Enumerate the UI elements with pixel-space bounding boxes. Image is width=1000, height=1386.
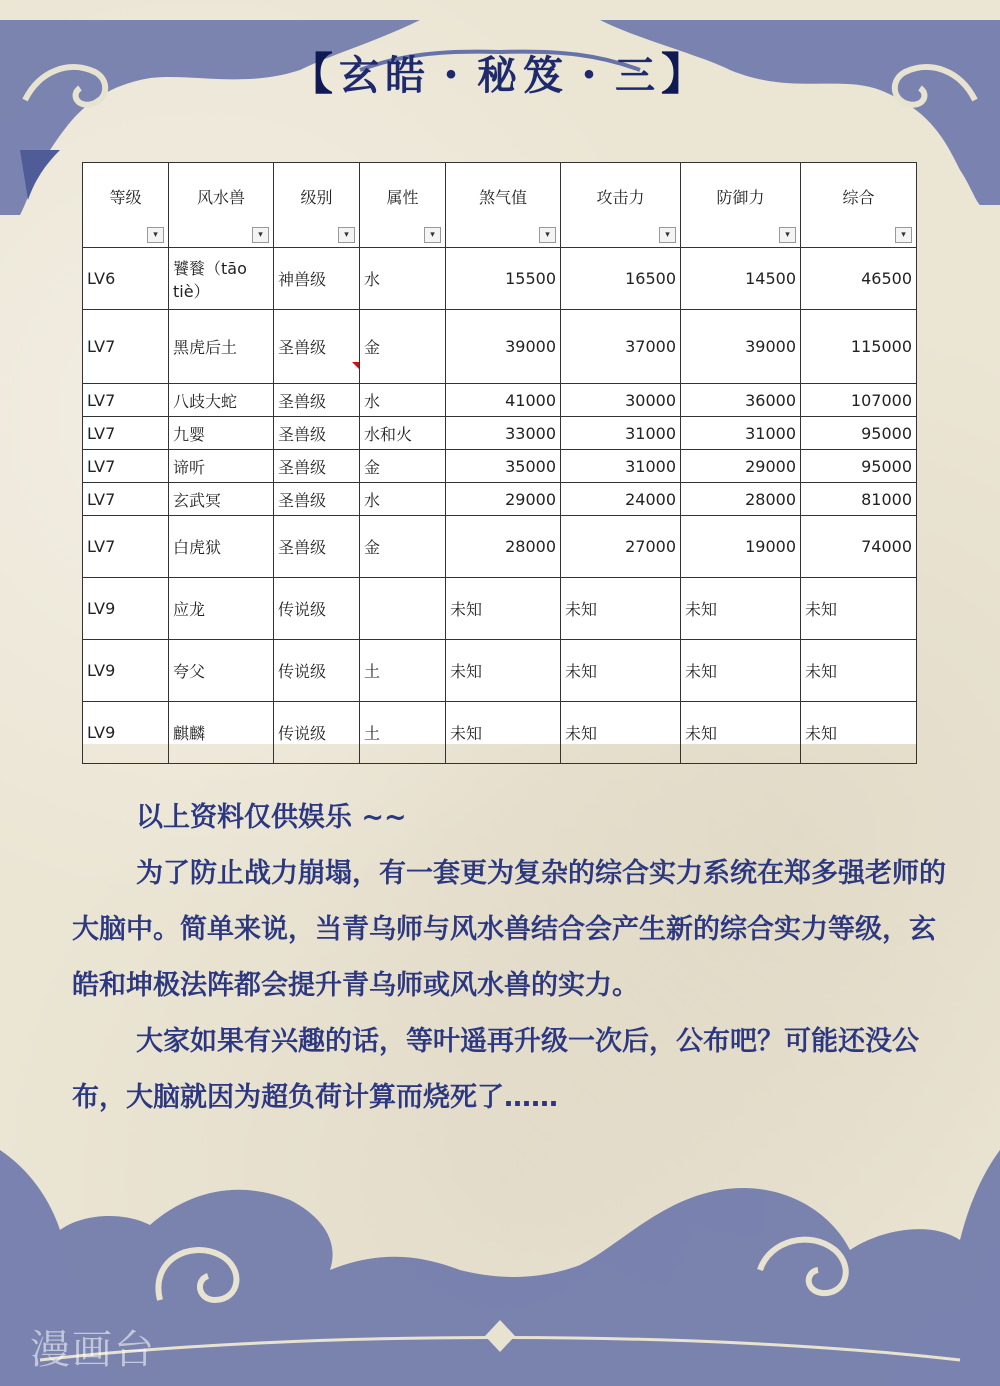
table-cell: LV7	[83, 384, 169, 417]
table-cell	[360, 578, 446, 640]
table-cell: 未知	[801, 578, 917, 640]
table-cell: 31000	[561, 417, 681, 450]
column-header-label: 属性	[386, 188, 419, 207]
stats-table	[82, 162, 917, 764]
column-header-label: 防御力	[716, 188, 765, 207]
table-cell: 玄武冥	[169, 483, 274, 516]
column-header	[801, 163, 917, 248]
table-cell: 115000	[801, 310, 917, 384]
table-cell: LV7	[83, 516, 169, 578]
table-cell: 16500	[561, 248, 681, 310]
filter-dropdown-icon[interactable]: ▾	[338, 227, 355, 243]
column-header	[681, 163, 801, 248]
column-header	[83, 163, 169, 248]
table-cell: 水	[360, 384, 446, 417]
filter-dropdown-icon[interactable]: ▾	[147, 227, 164, 243]
table-cell: 圣兽级	[274, 417, 360, 450]
column-header	[274, 163, 360, 248]
table-row	[83, 483, 917, 516]
column-header-label: 综合	[842, 188, 875, 207]
table-cell: 黑虎后土	[169, 310, 274, 384]
table-cell: 31000	[681, 417, 801, 450]
column-header-label: 煞气值	[478, 188, 527, 207]
table-cell: 未知	[801, 640, 917, 702]
column-header-label: 级别	[300, 188, 333, 207]
table-cell: 圣兽级	[274, 450, 360, 483]
table-cell: 35000	[446, 450, 561, 483]
table-cell: 74000	[801, 516, 917, 578]
column-header	[360, 163, 446, 248]
column-header	[446, 163, 561, 248]
table-cell: 圣兽级	[274, 384, 360, 417]
notes-paragraph-2: 为了防止战力崩塌，有一套更为复杂的综合实力系统在郑多强老师的大脑中。简单来说，当青乌师与风水兽结合会产生新的综合实力等级，玄皓和坤极法阵都会提升青乌师或风水兽的实力。	[72, 858, 946, 1001]
table-cell: 神兽级	[274, 248, 360, 310]
table-cell: 水	[360, 248, 446, 310]
table-row	[83, 640, 917, 702]
filter-dropdown-icon[interactable]: ▾	[779, 227, 796, 243]
table-cell: 传说级	[274, 578, 360, 640]
table-cell: 未知	[801, 702, 917, 764]
table-cell: 圣兽级	[274, 516, 360, 578]
title-close-bracket: 】	[661, 49, 711, 100]
table-cell: 36000	[681, 384, 801, 417]
notes-paragraph-3: 大家如果有兴趣的话，等叶遥再升级一次后，公布吧？可能还没公布，大脑就因为超负荷计算而烧死了……	[72, 1026, 919, 1113]
notes-line-1: 以上资料仅供娱乐 ~~	[136, 802, 407, 833]
table-cell: LV7	[83, 450, 169, 483]
table-row	[83, 516, 917, 578]
notes-text	[72, 790, 962, 1126]
table-row	[83, 248, 917, 310]
filter-dropdown-icon[interactable]: ▾	[895, 227, 912, 243]
table-cell: 水	[360, 483, 446, 516]
table-cell: 33000	[446, 417, 561, 450]
table-cell: 未知	[561, 702, 681, 764]
table-cell: 土	[360, 640, 446, 702]
table-cell: 28000	[446, 516, 561, 578]
table-row	[83, 702, 917, 764]
table-cell: 未知	[446, 578, 561, 640]
column-header-label: 等级	[109, 188, 142, 207]
filter-dropdown-icon[interactable]: ▾	[252, 227, 269, 243]
page-title	[0, 38, 1000, 102]
table-cell: 41000	[446, 384, 561, 417]
column-header	[169, 163, 274, 248]
table-cell: 谛听	[169, 450, 274, 483]
table-cell: LV9	[83, 702, 169, 764]
table-cell: 未知	[561, 578, 681, 640]
table-cell: 46500	[801, 248, 917, 310]
table-cell: 土	[360, 702, 446, 764]
watermark-logo: 漫画台	[30, 1327, 156, 1373]
table-cell: 圣兽级	[274, 310, 360, 384]
table-cell: 39000	[446, 310, 561, 384]
table-cell: 39000	[681, 310, 801, 384]
table-cell: 31000	[561, 450, 681, 483]
beast-stats-table	[82, 162, 916, 744]
table-cell: 30000	[561, 384, 681, 417]
table-cell: 15500	[446, 248, 561, 310]
table-cell: 九婴	[169, 417, 274, 450]
table-cell: 28000	[681, 483, 801, 516]
table-cell: 金	[360, 516, 446, 578]
table-cell: 未知	[561, 640, 681, 702]
table-row	[83, 384, 917, 417]
table-row	[83, 578, 917, 640]
table-cell: 水和火	[360, 417, 446, 450]
column-header-label: 风水兽	[196, 188, 245, 207]
table-row	[83, 417, 917, 450]
table-cell: LV9	[83, 640, 169, 702]
table-cell: 应龙	[169, 578, 274, 640]
table-cell: 37000	[561, 310, 681, 384]
comment-flag-icon	[352, 362, 359, 369]
filter-dropdown-icon[interactable]: ▾	[659, 227, 676, 243]
table-cell: 29000	[446, 483, 561, 516]
table-cell: 圣兽级	[274, 483, 360, 516]
table-cell: LV9	[83, 578, 169, 640]
table-cell: 95000	[801, 450, 917, 483]
table-cell: 麒麟	[169, 702, 274, 764]
filter-dropdown-icon[interactable]: ▾	[424, 227, 441, 243]
filter-dropdown-icon[interactable]: ▾	[539, 227, 556, 243]
table-cell: 传说级	[274, 640, 360, 702]
table-cell: 八歧大蛇	[169, 384, 274, 417]
table-cell: 24000	[561, 483, 681, 516]
table-cell: 未知	[446, 702, 561, 764]
table-cell: 饕餮（tāo tiè）	[169, 248, 274, 310]
table-cell: 107000	[801, 384, 917, 417]
table-cell: 夸父	[169, 640, 274, 702]
table-cell: 14500	[681, 248, 801, 310]
table-cell: 未知	[681, 640, 801, 702]
table-cell: LV7	[83, 310, 169, 384]
table-cell: 白虎狱	[169, 516, 274, 578]
table-cell: 未知	[681, 578, 801, 640]
title-open-bracket: 【	[289, 49, 339, 100]
table-cell: 未知	[446, 640, 561, 702]
table-cell: 未知	[681, 702, 801, 764]
table-cell: 传说级	[274, 702, 360, 764]
table-cell: 81000	[801, 483, 917, 516]
table-cell: 金	[360, 310, 446, 384]
table-cell: 29000	[681, 450, 801, 483]
table-cell: LV6	[83, 248, 169, 310]
table-cell: 19000	[681, 516, 801, 578]
table-row	[83, 310, 917, 384]
table-cell: 27000	[561, 516, 681, 578]
column-header-label: 攻击力	[596, 188, 645, 207]
title-text: 玄皓・秘笈・三	[339, 52, 661, 99]
table-cell: LV7	[83, 483, 169, 516]
table-cell: LV7	[83, 417, 169, 450]
table-row	[83, 450, 917, 483]
table-cell: 95000	[801, 417, 917, 450]
column-header	[561, 163, 681, 248]
table-cell: 金	[360, 450, 446, 483]
table-header-row	[83, 163, 917, 248]
